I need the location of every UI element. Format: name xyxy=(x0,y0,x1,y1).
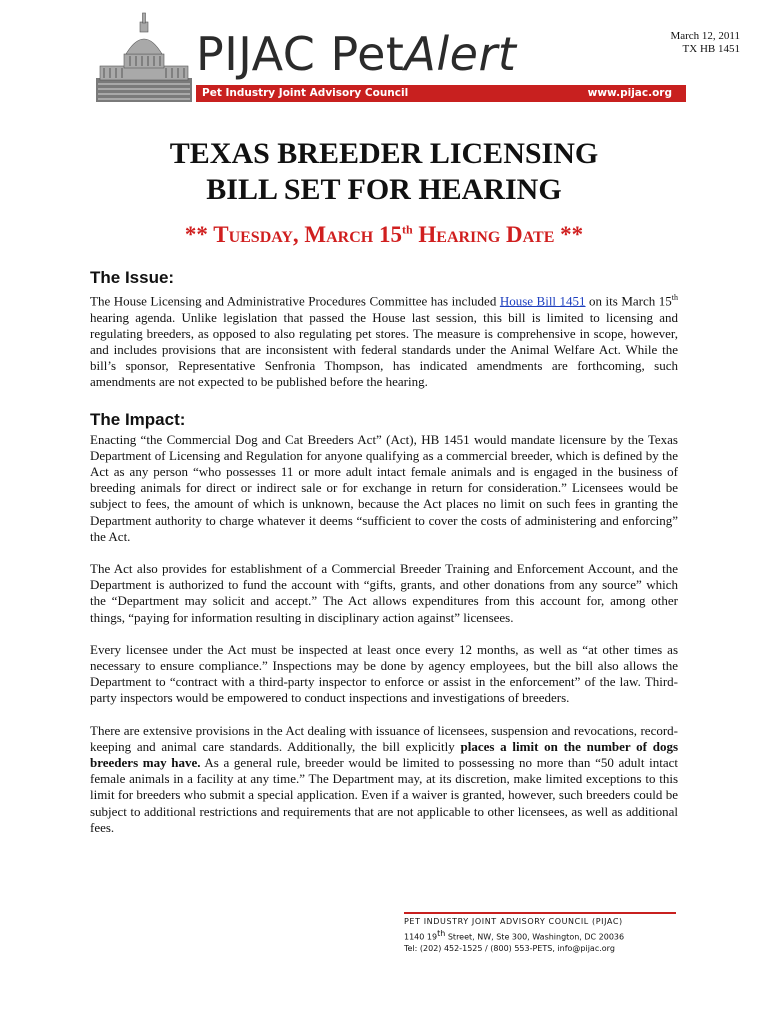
page-title-line2: BILL SET FOR HEARING xyxy=(206,173,562,206)
issue-sup: th xyxy=(671,293,678,302)
subtitle-before: ** Tuesday, March 15 xyxy=(184,222,402,247)
issue-paragraph xyxy=(90,290,678,391)
brand-title xyxy=(196,28,516,80)
capitol-dome-logo xyxy=(96,10,192,102)
footer-org: PET INDUSTRY JOINT ADVISORY COUNCIL (PIJAC) xyxy=(404,916,623,926)
issue-text-c: hearing agenda. Unlike legislation that passed the House last session, this bill is limited to licensing and regulating breeders, as opposed to also regulating pet stores. The measure is comprehensive in scope, however, and includes provisions that are inconsistent with federal standards under the Animal Welfare Act. While the bill’s sponsor, Representative Senfronia Thompson, has indicated amendments are forthcoming, such amendments are not expected to be published before the hearing. xyxy=(90,309,678,390)
house-bill-link[interactable]: House Bill 1451 xyxy=(499,293,586,309)
footer-address-b: Street, NW, Ste 300, Washington, DC 20036 xyxy=(445,932,625,942)
impact-paragraph-3: Every licensee under the Act must be inspected at least once every 12 months, as well as “at other times as necessary to ensure compliance.” Inspections may be done by agency employees, but the bill also allows the Department to “contract with a third-party inspector to enforce or assist in the enforcement” of the law. Third-party inspectors would be empowered to conduct inspections and investigations of breeders. xyxy=(90,641,678,706)
document-meta xyxy=(670,30,740,56)
subtitle-after: Hearing Date ** xyxy=(412,222,584,247)
issue-text-a: The House Licensing and Administrative Procedures Committee has included xyxy=(90,293,500,309)
impact-p4-text-b: As a general rule, breeder would be limited to possessing no more than “50 adult intact female animals in a facility at any time.” The Department may, at its discretion, make limited exceptions to this limit for breeders who submit a special application. Even if a waiver is granted, however, such breeders could be subject to additional restrictions and requirements that are not applicable to other licensees, as well as additional fees. xyxy=(90,755,678,835)
issue-heading: The Issue: xyxy=(90,268,175,287)
footer-address-a: 1140 19 xyxy=(404,932,438,942)
document-date: March 12, 2011 xyxy=(670,30,740,42)
brand-title-italic: Alert xyxy=(404,27,517,81)
issue-text-b: on its March 15 xyxy=(585,293,672,309)
footer-address xyxy=(404,928,676,944)
org-banner-url: www.pijac.org xyxy=(587,87,672,99)
hearing-date-subtitle xyxy=(0,222,768,248)
impact-paragraph-1: Enacting “the Commercial Dog and Cat Breeders Act” (Act), HB 1451 would mandate licensure by the Texas Department of Licensing and Regulation for anyone qualifying as a commercial breeder, which is defined by the Act as any person “who possesses 11 or more adult intact female animals and is engaged in the business of breeding animals for direct or indirect sale or for exchange in return for consideration.” Licensees would be subject to fees, the amount of which is unknown, because the Act places no limit on such fees in granting the Department authority to charge whatever it deems “sufficient to cover the costs of administering and enforcing” the Act. xyxy=(90,431,678,544)
org-banner-name: Pet Industry Joint Advisory Council xyxy=(202,87,409,99)
impact-p4-text-a: There are extensive provisions in the Act dealing with issuance of licensees, suspension and revocations, record-keeping and animal care standards. Additionally, the bill explicitly xyxy=(90,722,678,754)
page-title xyxy=(0,136,768,208)
subtitle-sup: th xyxy=(401,222,413,237)
org-banner xyxy=(196,85,686,102)
masthead xyxy=(96,10,672,105)
bill-reference: TX HB 1451 xyxy=(682,43,740,55)
impact-paragraph-4 xyxy=(90,723,678,836)
footer-address-sup: th xyxy=(437,928,446,938)
brand-title-plain: PIJAC Pet xyxy=(196,27,405,81)
footer-rule xyxy=(404,912,676,914)
impact-heading: The Impact: xyxy=(90,409,186,429)
page-title-line1: TEXAS BREEDER LICENSING xyxy=(169,137,599,170)
impact-paragraph-2: The Act also provides for establishment of a Commercial Breeder Training and Enforcement Account, and the Department is authorized to fund the account with “gifts, grants, and other donations from any source” which the “Department may solicit and accept.” The Act allows expenditures from this account for, among other things, “paying for information resulting in disciplinary action against” licensees. xyxy=(90,560,678,625)
impact-p4-bold: places a limit on the number of dogs breeders may have. xyxy=(90,738,679,770)
footer-contact-line: Tel: (202) 452-1525 / (800) 553-PETS, info@pijac.org xyxy=(404,944,615,954)
article-body xyxy=(90,268,678,836)
footer-contact xyxy=(404,912,676,955)
